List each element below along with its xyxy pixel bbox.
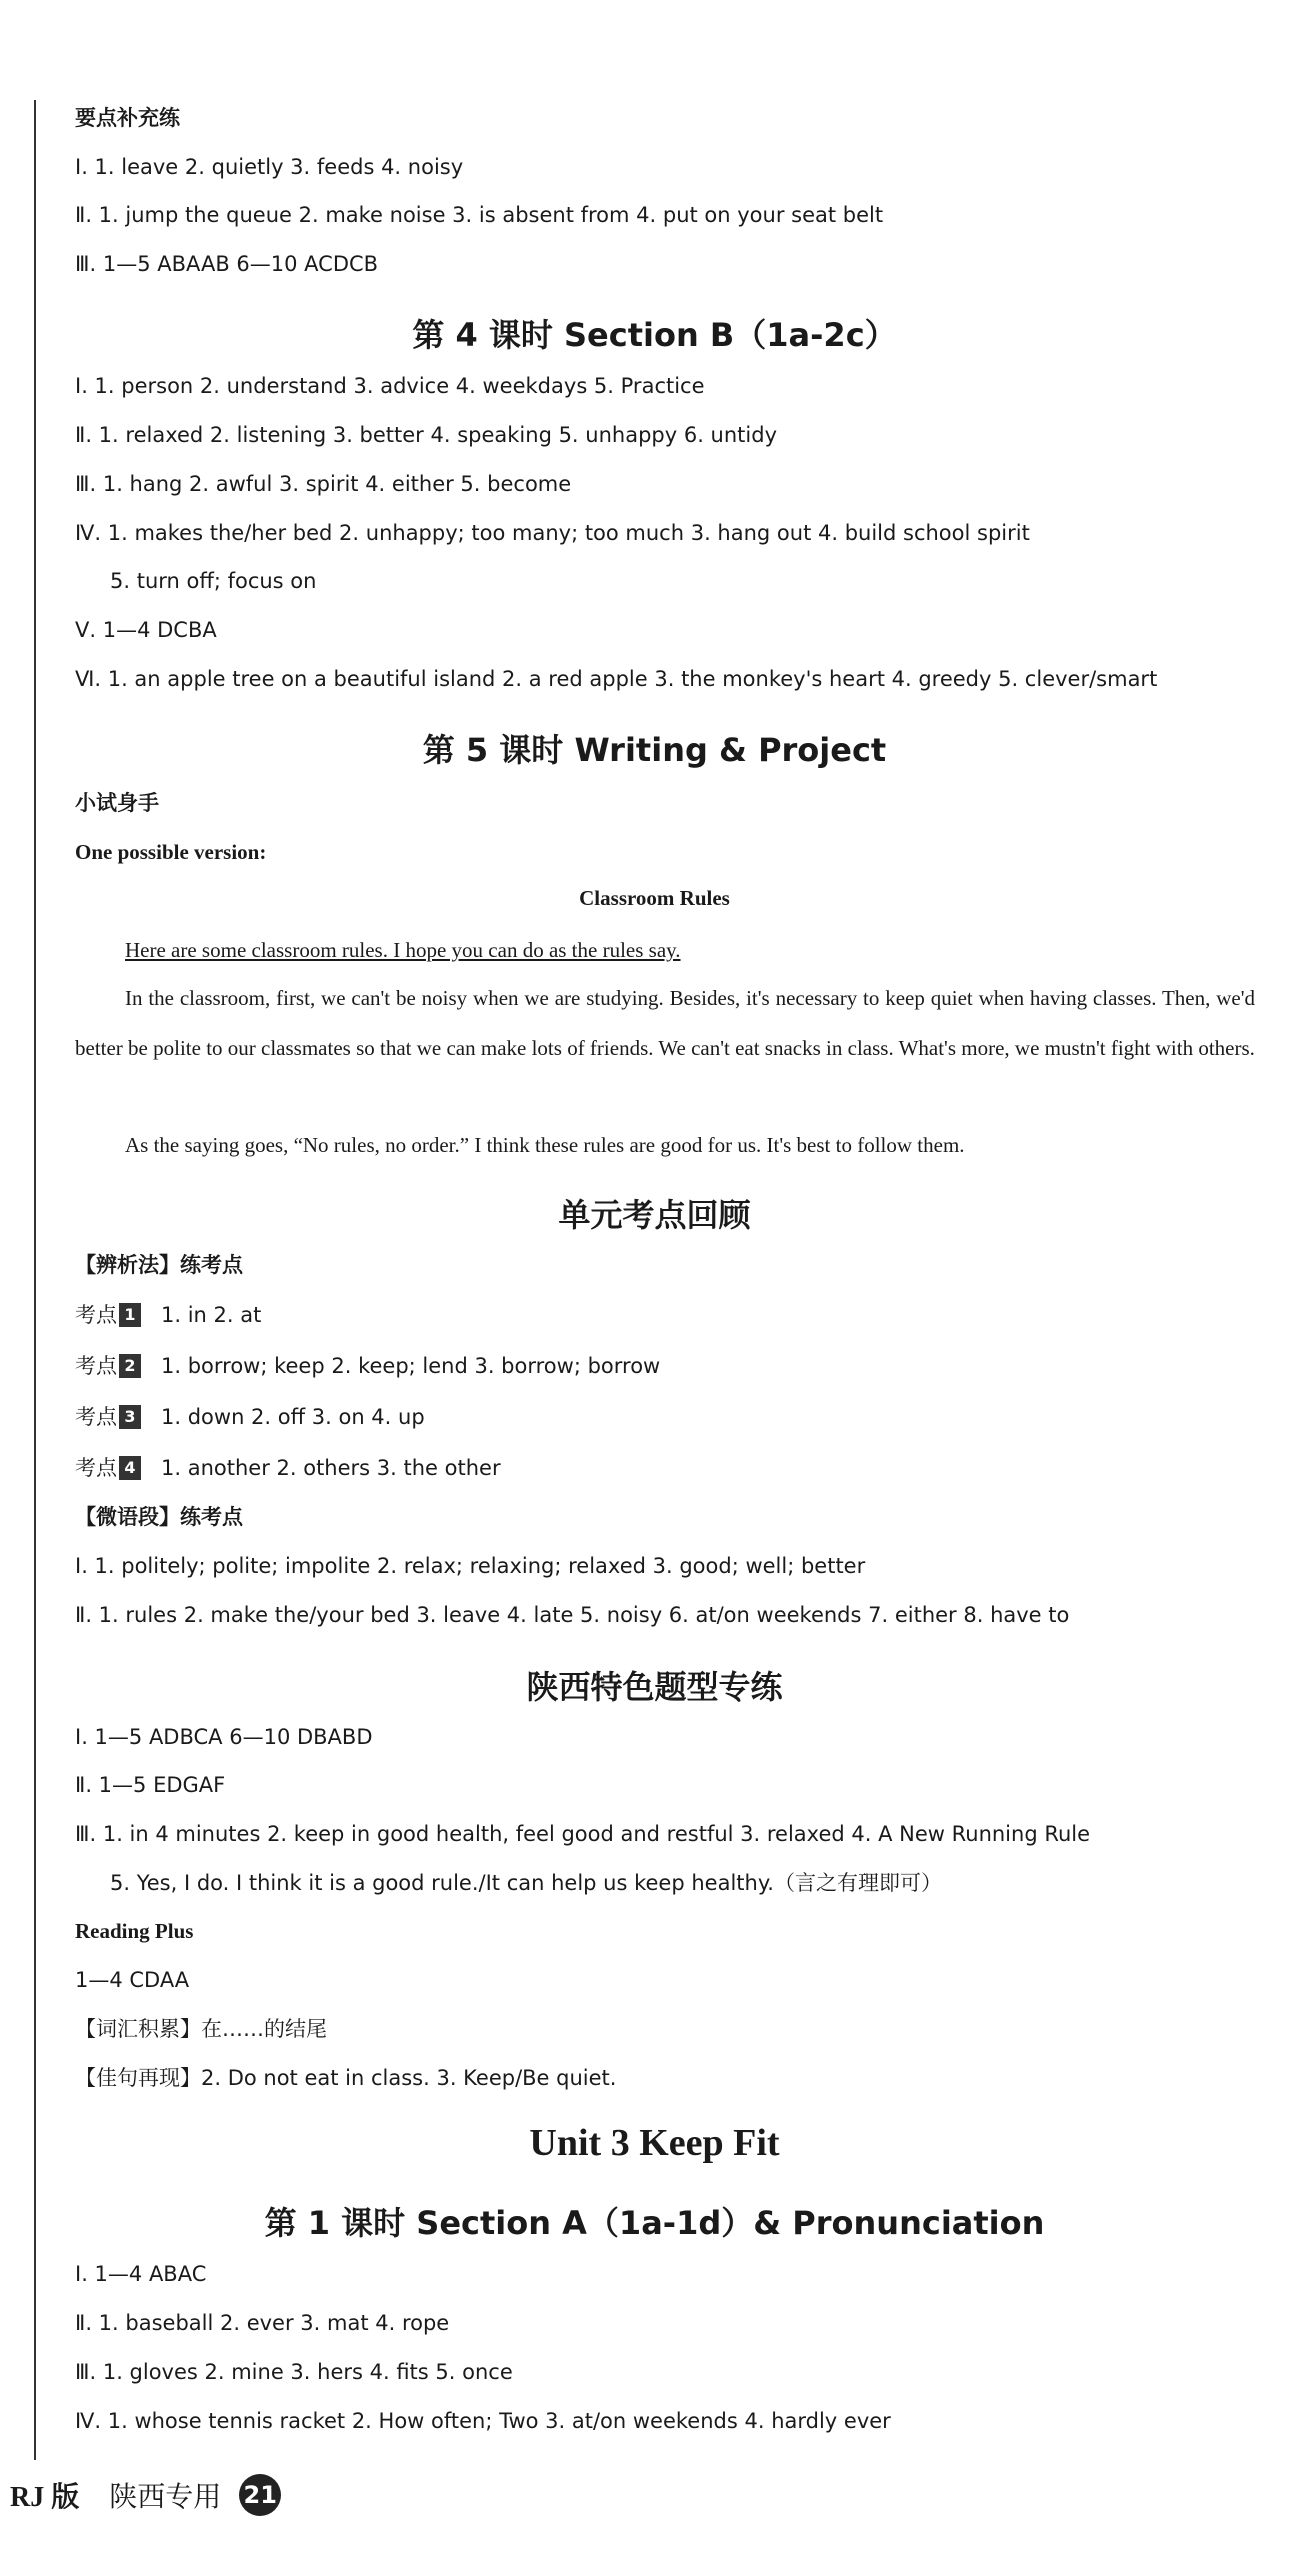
kaodian-2	[75, 1351, 660, 1381]
essay-title: Classroom Rules	[579, 886, 730, 910]
answer-line: Ⅱ. 1. rules 2. make the/your bed 3. leave 4. late 5. noisy 6. at/on weekends 7. either 8. have to	[75, 1603, 1070, 1627]
kaodian-answer: 1. down 2. off 3. on 4. up	[161, 1405, 425, 1429]
page-footer	[10, 2474, 281, 2516]
kaodian-number: 3	[119, 1405, 141, 1429]
answer-line: Ⅴ. 1—4 DCBA	[75, 618, 217, 642]
essay-paragraph-3: As the saying goes, “No rules, no order.” I think these rules are good for us. It's best to follow them.	[125, 1133, 965, 1157]
answer-line: Ⅲ. 1. gloves 2. mine 3. hers 4. fits 5. once	[75, 2360, 513, 2384]
answer-line: Ⅱ. 1. jump the queue 2. make noise 3. is absent from 4. put on your seat belt	[75, 203, 884, 227]
answer-line: Ⅵ. 1. an apple tree on a beautiful island 2. a red apple 3. the monkey's heart 4. greedy 5. clever/smart	[75, 667, 1158, 691]
vocab-line: 【词汇积累】在……的结尾	[75, 2017, 327, 2041]
kaodian-label: 考点	[75, 1354, 117, 1378]
answer-line: Ⅰ. 1. person 2. understand 3. advice 4. weekdays 5. Practice	[75, 374, 705, 398]
review-section-1: 【辨析法】练考点	[75, 1253, 243, 1277]
essay-paragraph-1	[75, 925, 1255, 975]
answer-line: Ⅲ. 1—5 ABAAB 6—10 ACDCB	[75, 252, 379, 276]
answer-line: Ⅱ. 1. relaxed 2. listening 3. better 4. speaking 5. unhappy 6. untidy	[75, 423, 778, 447]
region-label: 陕西专用	[109, 2482, 222, 2513]
kaodian-3	[75, 1402, 425, 1432]
answer-line: Ⅰ. 1. leave 2. quietly 3. feeds 4. noisy	[75, 155, 464, 179]
answer-line: Ⅱ. 1—5 EDGAF	[75, 1773, 226, 1797]
kaodian-answer: 1. borrow; keep 2. keep; lend 3. borrow; borrow	[161, 1354, 661, 1378]
answer-line: Ⅱ. 1. baseball 2. ever 3. mat 4. rope	[75, 2311, 450, 2335]
unit3-lesson-heading: 第 1 课时 Section A（1a-1d）& Pronunciation	[264, 2204, 1045, 2242]
kaodian-number: 1	[119, 1303, 141, 1327]
kaodian-label: 考点	[75, 1456, 117, 1480]
kaodian-1	[75, 1300, 261, 1330]
essay-paragraph-2: In the classroom, first, we can't be noisy when we are studying. Besides, it's necessary to keep quiet when having classes. Then, we'd better be polite to our classmates so that we can make lots of friends. We can't eat snacks in class. What's more, we mustn't fight with others.	[75, 986, 1255, 1060]
answer-line: 1—4 CDAA	[75, 1968, 190, 1992]
answer-line: Ⅳ. 1. whose tennis racket 2. How often; Two 3. at/on weekends 4. hardly ever	[75, 2409, 891, 2433]
answer-line: Ⅰ. 1—5 ADBCA 6—10 DBABD	[75, 1725, 373, 1749]
lesson5-heading: 第 5 课时 Writing & Project	[422, 731, 887, 769]
left-margin-rule	[34, 100, 36, 2460]
kaodian-label: 考点	[75, 1303, 117, 1327]
answer-line: Ⅰ. 1. politely; polite; impolite 2. relax; relaxing; relaxed 3. good; well; better	[75, 1554, 866, 1578]
lesson4-heading: 第 4 课时 Section B（1a-2c）	[412, 316, 897, 354]
kaodian-answer: 1. in 2. at	[161, 1303, 262, 1327]
kaodian-answer: 1. another 2. others 3. the other	[161, 1456, 501, 1480]
kaodian-number: 4	[119, 1456, 141, 1480]
answer-line: 5. Yes, I do. I think it is a good rule./It can help us keep healthy.（言之有理即可）	[110, 1871, 942, 1895]
reading-plus-label: Reading Plus	[75, 1919, 194, 1943]
essay-first-sentence: Here are some classroom rules. I hope you can do as the rules say.	[125, 938, 681, 962]
lesson5-subtitle: 小试身手	[75, 791, 159, 815]
shaanxi-heading: 陕西特色题型专练	[526, 1669, 783, 1705]
sentence-line: 【佳句再现】2. Do not eat in class. 3. Keep/Be quiet.	[75, 2066, 617, 2090]
answer-line: Ⅲ. 1. in 4 minutes 2. keep in good health, feel good and restful 3. relaxed 4. A New Running Rule	[75, 1822, 1091, 1846]
answer-line: Ⅲ. 1. hang 2. awful 3. spirit 4. either 5. become	[75, 472, 572, 496]
review-heading: 单元考点回顾	[558, 1197, 751, 1233]
answer-line: Ⅳ. 1. makes the/her bed 2. unhappy; too many; too much 3. hang out 4. build school spirit	[75, 521, 1030, 545]
version-label: One possible version:	[75, 840, 267, 864]
edition-label: RJ 版	[10, 2482, 80, 2513]
answer-line: Ⅰ. 1—4 ABAC	[75, 2262, 207, 2286]
kaodian-number: 2	[119, 1354, 141, 1378]
unit-heading: Unit 3 Keep Fit	[529, 2122, 780, 2164]
answer-line: 5. turn off; focus on	[110, 569, 317, 593]
kaodian-label: 考点	[75, 1405, 117, 1429]
kaodian-4	[75, 1453, 501, 1483]
review-section-2: 【微语段】练考点	[75, 1505, 243, 1529]
page-number: 21	[239, 2474, 281, 2516]
supp-title: 要点补充练	[75, 106, 180, 130]
